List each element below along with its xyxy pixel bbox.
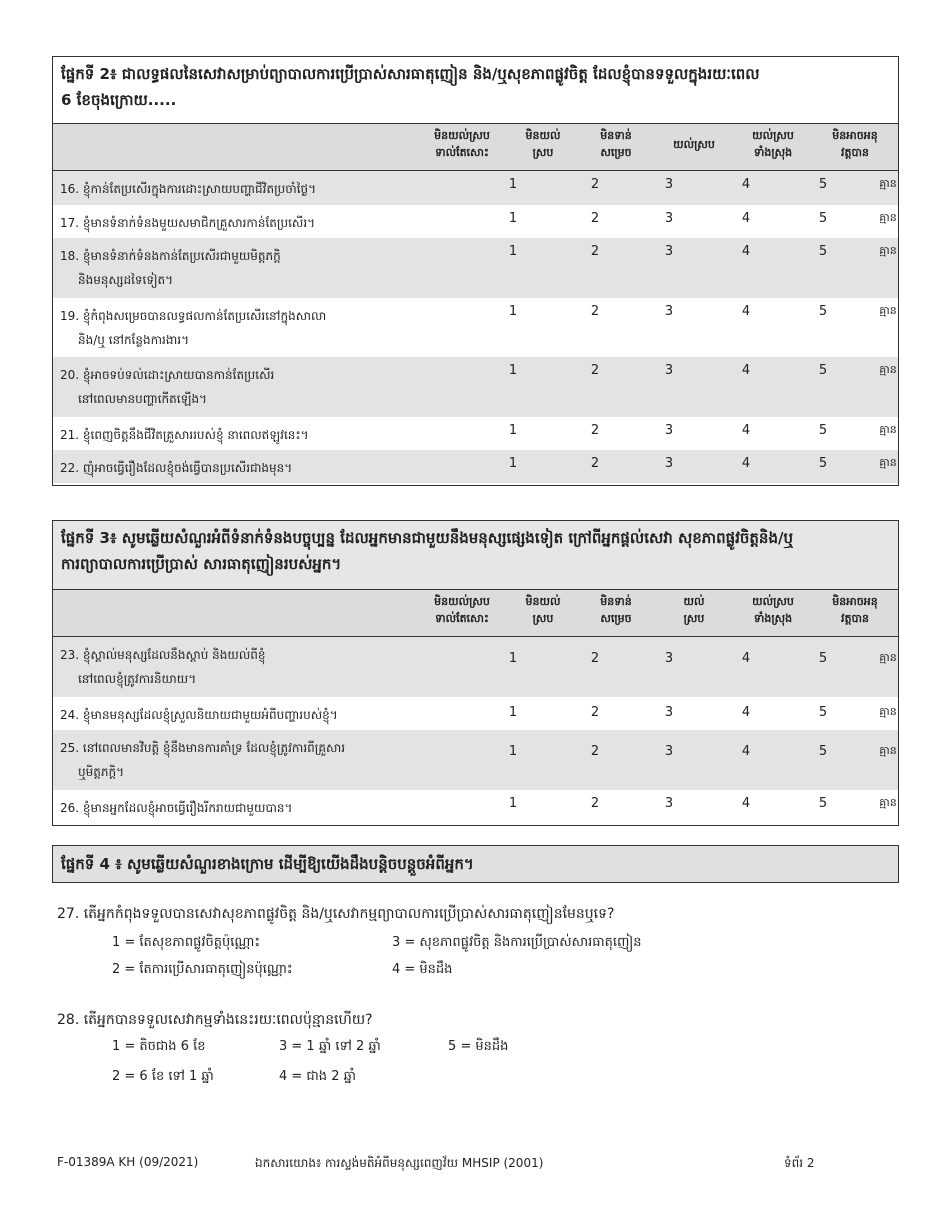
rating-option-4[interactable]: 4 (741, 705, 751, 720)
footer-form-id: F-01389A KH (09/2021) (57, 1155, 199, 1169)
question-line: 16. ខ្ញុំកាន់តែប្រសើរក្នុងការដោះស្រាយបញ្ហាជីវិតប្រចាំថ្ងៃ។ (60, 182, 317, 196)
q28-option-2[interactable]: 2 = 6 ខែ ទៅ 1 ឆ្នាំ (112, 1069, 214, 1084)
header-disagree: មិនយល់ ស្រប (525, 129, 561, 159)
part2-title-line1: ផ្នែកទី 2៖ ជាលទ្ធផលនៃសេវាសម្រាប់ព្យាបាលការប្រើប្រាស់សារធាតុញៀន និង/ឬសុខភាពផ្លូវចិត្ត ដែលខ្ញុំបានទទួលក្នុងរយៈពេល (61, 65, 760, 83)
question-line: 24. ខ្ញុំមានមនុស្សដែលខ្ញុំស្រួលនិយាយជាមួយអំពីបញ្ហារបស់ខ្ញុំ។ (60, 708, 338, 722)
question-line: និង/ឬ នៅកន្លែងការងារ។ (78, 333, 189, 347)
question-line: 17. ខ្ញុំមានទំនាក់ទំនងមួយសមាជិកគ្រួសារកាន់តែប្រសើរ។ (60, 216, 316, 230)
q27-option-4[interactable]: 4 = មិនដឹង (392, 962, 453, 977)
rating-option-1[interactable]: 1 (508, 363, 518, 378)
question-28: 28. តើអ្នកបានទទួលសេវាកម្មទាំងនេះរយៈពេលប៉ុន្មានហើយ? (57, 1012, 373, 1028)
rating-option-5[interactable]: 5 (818, 211, 828, 226)
table-row (53, 171, 898, 205)
part3-title-line1: ផ្នែកទី 3៖ សូមឆ្លើយសំណួរអំពីទំនាក់ទំនងបច្ចុប្បន្ន ដែលអ្នកមានជាមួយនឹងមនុស្សផ្សេងទៀត ក្រៅពីអ្នកផ្តល់សេវា សុខភាពផ្លូវចិត្តនិង/ឬ (61, 529, 793, 547)
rating-option-1[interactable]: 1 (508, 705, 518, 720)
question-line: 23. ខ្ញុំស្គាល់មនុស្សដែលនឹងស្តាប់ និងយល់ពីខ្ញុំ (60, 648, 266, 662)
rating-option-1[interactable]: 1 (508, 744, 518, 759)
part3-title-line2: ការព្យាបាលការប្រើប្រាស់ សារធាតុញៀនរបស់អ្នក។ (61, 555, 342, 573)
header-strongly-disagree: មិនយល់ស្រប ទាល់តែសោះ (434, 595, 490, 625)
rating-option-2[interactable]: 2 (590, 177, 600, 192)
part2-column-header (53, 124, 898, 171)
question-text (60, 643, 400, 691)
question-line: 18. ខ្ញុំមានទំនាក់ទំនងកាន់តែប្រសើរជាមួយមិត្តភក្តិ (60, 249, 281, 263)
rating-option-2[interactable]: 2 (590, 211, 600, 226)
rating-option-none[interactable]: គ្មាន (879, 744, 897, 757)
rating-option-2[interactable]: 2 (590, 796, 600, 811)
question-text (60, 796, 400, 820)
rating-option-4[interactable]: 4 (741, 363, 751, 378)
header-not-applicable: មិនអាចអនុ វត្តបាន (832, 595, 878, 625)
q28-option-5[interactable]: 5 = មិនដឹង (448, 1039, 509, 1054)
table-row (53, 697, 898, 730)
part3-column-header (53, 590, 898, 637)
question-line: 20. ខ្ញុំអាចទប់ទល់ដោះស្រាយបានកាន់តែប្រសើរ (60, 368, 275, 382)
question-text (60, 211, 400, 235)
header-disagree: មិនយល់ ស្រប (525, 595, 561, 625)
rating-option-2[interactable]: 2 (590, 363, 600, 378)
footer-reference: ឯកសារយោង៖ ការស្ទង់មតិអំពីមនុស្សពេញវ័យ MHSIP (2001) (255, 1156, 544, 1170)
rating-option-5[interactable]: 5 (818, 651, 828, 666)
rating-option-5[interactable]: 5 (818, 423, 828, 438)
rating-option-1[interactable]: 1 (508, 651, 518, 666)
part3-title (53, 521, 898, 590)
question-line: ឬមិត្តភក្តិ។ (78, 765, 124, 779)
question-text (60, 244, 400, 292)
rating-option-none[interactable]: គ្មាន (879, 244, 897, 257)
table-row (53, 298, 898, 357)
rating-option-4[interactable]: 4 (741, 423, 751, 438)
rating-option-3[interactable]: 3 (664, 244, 674, 259)
part3-table (52, 520, 899, 826)
rating-option-none[interactable]: គ្មាន (879, 304, 897, 317)
question-line: 21. ខ្ញុំពេញចិត្តនឹងជីវិតគ្រួសាររបស់ខ្ញុំ នាពេលឥឡូវនេះ។ (60, 428, 309, 442)
q28-option-3[interactable]: 3 = 1 ឆ្នាំ ទៅ 2 ឆ្នាំ (279, 1039, 381, 1054)
rating-option-2[interactable]: 2 (590, 651, 600, 666)
rating-option-none[interactable]: គ្មាន (879, 363, 897, 376)
rating-option-5[interactable]: 5 (818, 244, 828, 259)
rating-option-5[interactable]: 5 (818, 705, 828, 720)
table-row (53, 417, 898, 450)
rating-option-5[interactable]: 5 (818, 456, 828, 471)
question-line: និងមនុស្សដទៃទៀត។ (78, 273, 174, 287)
rating-option-none[interactable]: គ្មាន (879, 177, 897, 190)
rating-option-4[interactable]: 4 (741, 651, 751, 666)
header-not-applicable: មិនអាចអនុ វត្តបាន (832, 129, 878, 159)
rating-option-3[interactable]: 3 (664, 304, 674, 319)
header-agree: យល់ ស្រប (683, 595, 705, 625)
rating-option-5[interactable]: 5 (818, 177, 828, 192)
question-line: នៅពេលខ្ញុំត្រូវការនិយាយ។ (78, 672, 197, 686)
question-text (60, 363, 400, 411)
rating-option-4[interactable]: 4 (741, 304, 751, 319)
header-agree: យល់ស្រប (673, 138, 715, 151)
rating-option-2[interactable]: 2 (590, 744, 600, 759)
question-text (60, 177, 400, 201)
header-strongly-agree: យល់ស្រប ទាំងស្រុង (752, 595, 794, 625)
rating-option-4[interactable]: 4 (741, 456, 751, 471)
question-line: 25. នៅពេលមានវិបត្តិ ខ្ញុំនឹងមានការគាំទ្រ ដែលខ្ញុំត្រូវការពីគ្រួសារ (60, 741, 345, 755)
rating-option-4[interactable]: 4 (741, 177, 751, 192)
part4-title: ផ្នែកទី 4 ៖ សូមឆ្លើយសំណួរខាងក្រោម ដើម្បីឱ្យយើងដឹងបន្តិចបន្តួចអំពីអ្នក។ (52, 845, 899, 883)
rating-option-2[interactable]: 2 (590, 304, 600, 319)
question-27: 27. តើអ្នកកំពុងទទួលបានសេវាសុខភាពផ្លូវចិត្ត និង/ឬសេវាកម្មព្យាបាលការប្រើប្រាស់សារធាតុញៀនមែនឬទេ? (57, 906, 615, 922)
rating-option-2[interactable]: 2 (590, 456, 600, 471)
rating-option-1[interactable]: 1 (508, 423, 518, 438)
table-row (53, 450, 898, 483)
rating-option-1[interactable]: 1 (508, 304, 518, 319)
header-strongly-disagree: មិនយល់ស្រប ទាល់តែសោះ (434, 129, 490, 159)
part2-table (52, 56, 899, 486)
table-row (53, 238, 898, 298)
question-text (60, 423, 400, 447)
question-line: 19. ខ្ញុំកំពុងសម្រេចបានលទ្ធផលកាន់តែប្រសើរនៅក្នុងសាលា (60, 309, 327, 323)
rating-option-2[interactable]: 2 (590, 705, 600, 720)
rating-option-1[interactable]: 1 (508, 456, 518, 471)
rating-option-4[interactable]: 4 (741, 244, 751, 259)
question-text (60, 304, 400, 352)
question-text (60, 703, 400, 727)
question-text (60, 456, 400, 480)
q27-option-1[interactable]: 1 = តែសុខភាពផ្លូវចិត្តប៉ុណ្ណោះ (112, 935, 261, 950)
rating-option-4[interactable]: 4 (741, 796, 751, 811)
rating-option-5[interactable]: 5 (818, 304, 828, 319)
rating-option-none[interactable]: គ្មាន (879, 651, 897, 664)
q28-option-4[interactable]: 4 = ជាង 2 ឆ្នាំ (279, 1069, 356, 1084)
table-row (53, 790, 898, 826)
part2-title (53, 57, 898, 124)
q27-option-2[interactable]: 2 = តែការប្រើសារធាតុញៀនប៉ុណ្ណោះ (112, 962, 293, 977)
rating-option-2[interactable]: 2 (590, 244, 600, 259)
rating-option-none[interactable]: គ្មាន (879, 423, 897, 436)
rating-option-3[interactable]: 3 (664, 363, 674, 378)
header-strongly-agree: យល់ស្រប ទាំងស្រុង (752, 129, 794, 159)
question-line: នៅពេលមានបញ្ហាកើតឡើង។ (78, 392, 207, 406)
rating-option-none[interactable]: គ្មាន (879, 796, 897, 809)
footer-page-number: ទំព័រ 2 (784, 1156, 815, 1170)
rating-option-1[interactable]: 1 (508, 244, 518, 259)
table-row (53, 205, 898, 238)
rating-option-3[interactable]: 3 (664, 651, 674, 666)
table-row (53, 730, 898, 790)
q27-option-3[interactable]: 3 = សុខភាពផ្លូវចិត្ត និងការប្រើប្រាស់សារធាតុញៀន (392, 935, 642, 950)
rating-option-3[interactable]: 3 (664, 456, 674, 471)
header-undecided: មិនទាន់ សម្រេច (600, 595, 632, 625)
rating-option-1[interactable]: 1 (508, 796, 518, 811)
rating-option-1[interactable]: 1 (508, 177, 518, 192)
rating-option-2[interactable]: 2 (590, 423, 600, 438)
question-text (60, 736, 400, 784)
rating-option-3[interactable]: 3 (664, 177, 674, 192)
header-undecided: មិនទាន់ សម្រេច (600, 129, 632, 159)
rating-option-3[interactable]: 3 (664, 796, 674, 811)
q28-option-1[interactable]: 1 = តិចជាង 6 ខែ (112, 1039, 206, 1054)
rating-option-1[interactable]: 1 (508, 211, 518, 226)
question-line: 26. ខ្ញុំមានអ្នកដែលខ្ញុំអាចធ្វើរឿងរីករាយជាមួយបាន។ (60, 801, 293, 815)
rating-option-3[interactable]: 3 (664, 211, 674, 226)
rating-option-5[interactable]: 5 (818, 363, 828, 378)
rating-option-5[interactable]: 5 (818, 744, 828, 759)
part2-title-line2: 6 ខែចុងក្រោយ..... (61, 91, 177, 109)
rating-option-3[interactable]: 3 (664, 744, 674, 759)
rating-option-5[interactable]: 5 (818, 796, 828, 811)
table-row (53, 357, 898, 417)
rating-option-none[interactable]: គ្មាន (879, 456, 897, 469)
rating-option-none[interactable]: គ្មាន (879, 211, 897, 224)
rating-option-4[interactable]: 4 (741, 744, 751, 759)
rating-option-4[interactable]: 4 (741, 211, 751, 226)
rating-option-3[interactable]: 3 (664, 705, 674, 720)
table-row (53, 637, 898, 697)
rating-option-none[interactable]: គ្មាន (879, 705, 897, 718)
rating-option-3[interactable]: 3 (664, 423, 674, 438)
question-line: 22. ញុំអាចធ្វើរឿងដែលខ្ញុំចង់ធ្វើបានប្រសើរជាងមុន។ (60, 461, 293, 475)
